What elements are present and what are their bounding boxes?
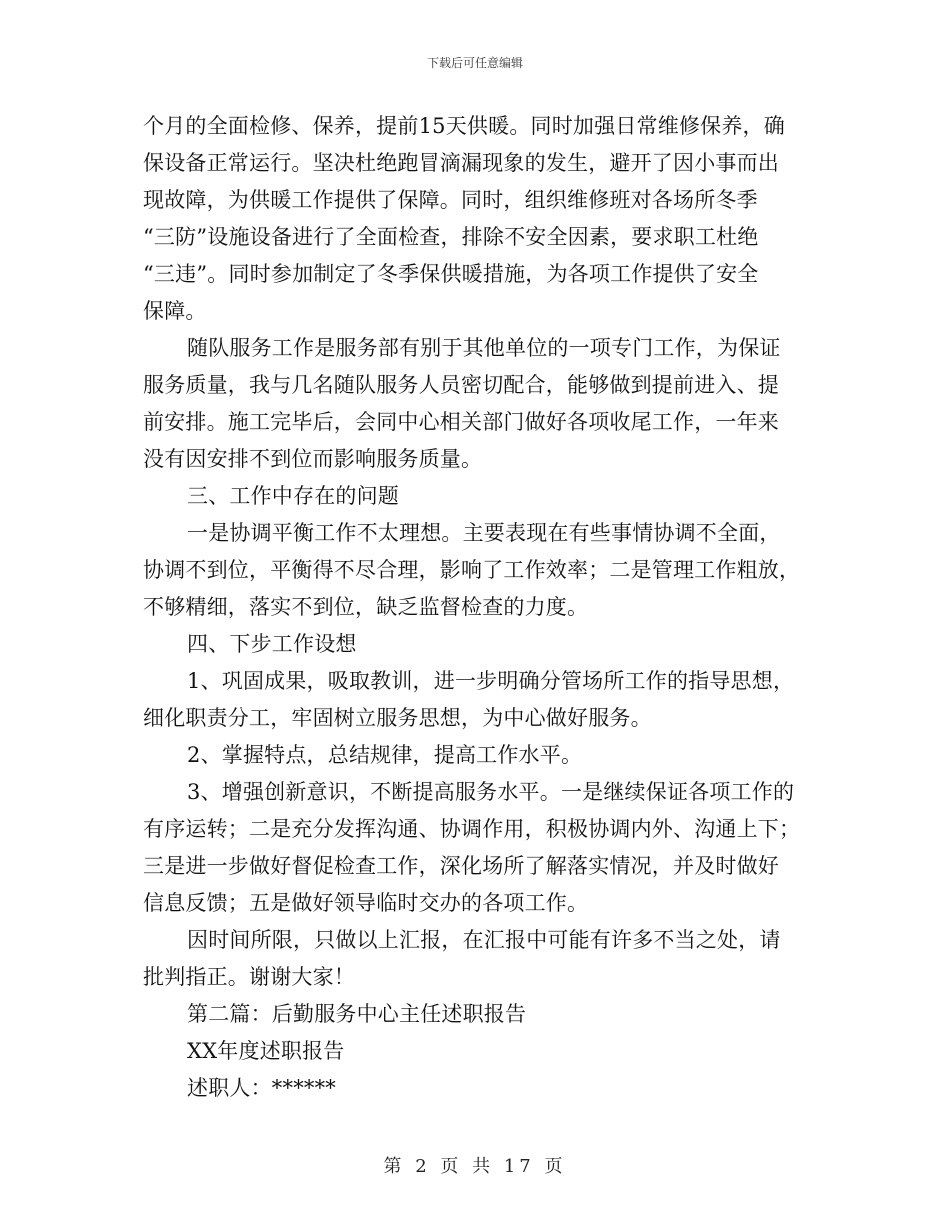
text-line: 有序运转；二是充分发挥沟通、协调作用，积极协调内外、沟通上下； <box>143 817 801 841</box>
text-line: 细化职责分工，牢固树立服务思想，为中心做好服务。 <box>143 706 652 730</box>
page-header: 下载后可任意编辑 <box>426 56 523 70</box>
text-line: 前安排。施工完毕后，会同中心相关部门做好各项收尾工作，一年来 <box>143 410 779 434</box>
text-line: 随队服务工作是服务部有别于其他单位的一项专门工作，为保证 <box>187 336 781 360</box>
text-line: “三防”设施设备进行了全面检查，排除不安全因素，要求职工杜绝 <box>143 225 759 249</box>
text-line: 三是进一步做好督促检查工作，深化场所了解落实情况，并及时做好 <box>143 854 779 878</box>
text-line: 保障。 <box>143 299 207 323</box>
text-line: 保设备正常运行。坚决杜绝跑冒滴漏现象的发生，避开了因小事而出 <box>143 151 779 175</box>
text-line: 协调不到位，平衡得不尽合理，影响了工作效率；二是管理工作粗放， <box>143 558 801 582</box>
text-line: 2、掌握特点，总结规律，提高工作水平。 <box>187 743 583 767</box>
text-line: XX年度述职报告 <box>187 1039 345 1063</box>
text-line: 三、工作中存在的问题 <box>187 484 399 508</box>
text-line: 个月的全面检修、保养，提前15天供暖。同时加强日常维修保养，确 <box>143 114 785 138</box>
text-line: “三违”。同时参加制定了冬季保供暖措施，为各项工作提供了安全 <box>143 262 759 286</box>
text-line: 没有因安排不到位而影响服务质量。 <box>143 447 483 471</box>
text-line: 一是协调平衡工作不太理想。主要表现在有些事情协调不全面， <box>187 521 781 545</box>
text-line: 第二篇：后勤服务中心主任述职报告 <box>187 1002 527 1026</box>
text-line: 不够精细，落实不到位，缺乏监督检查的力度。 <box>143 595 589 619</box>
text-line: 1、巩固成果，吸取教训，进一步明确分管场所工作的指导思想， <box>187 669 795 693</box>
text-line: 现故障，为供暖工作提供了保障。同时，组织维修班对各场所冬季 <box>143 188 758 212</box>
document-body <box>143 108 808 1107</box>
text-line: 述职人：****** <box>187 1076 336 1100</box>
text-line: 3、增强创新意识，不断提高服务水平。一是继续保证各项工作的 <box>187 780 795 804</box>
text-line: 信息反馈；五是做好领导临时交办的各项工作。 <box>143 891 589 915</box>
text-line: 四、下步工作设想 <box>187 632 357 656</box>
text-line: 因时间所限，只做以上汇报，在汇报中可能有许多不当之处，请 <box>187 928 781 952</box>
page-footer: 第 2 页 共 17 页 <box>383 1156 567 1177</box>
text-line: 服务质量，我与几名随队服务人员密切配合，能够做到提前进入、提 <box>143 373 779 397</box>
text-line: 批判指正。谢谢大家！ <box>143 965 355 989</box>
